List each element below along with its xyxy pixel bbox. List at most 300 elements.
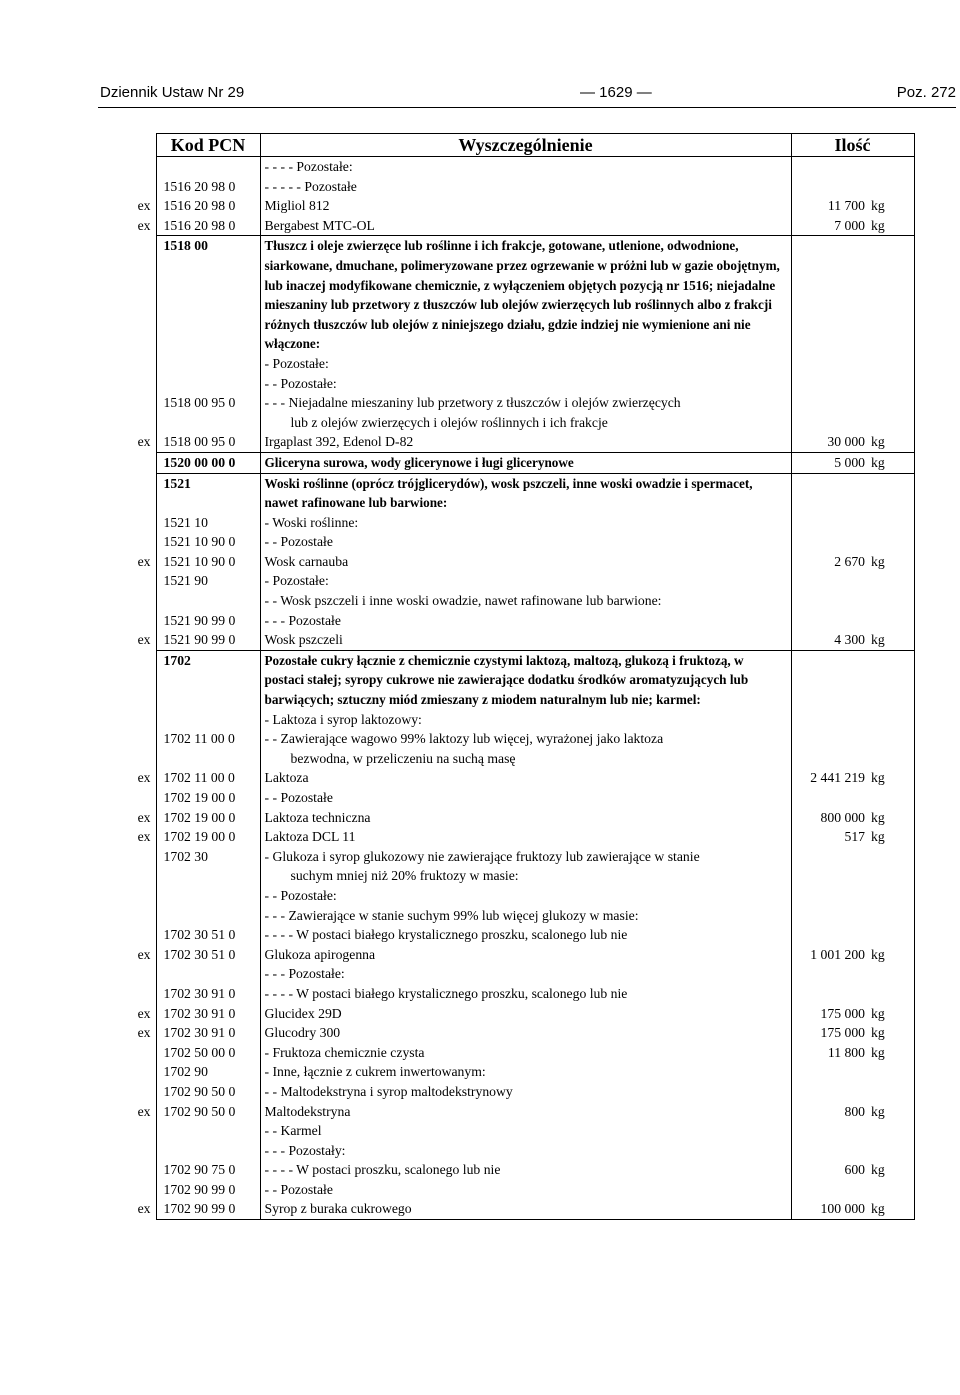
description <box>260 177 791 197</box>
description-text: - - - - W postaci białego krystalicznego proszku, scalonego lub nie <box>264 985 628 1001</box>
description <box>260 216 791 236</box>
description-text: - - Pozostałe: <box>264 375 337 391</box>
table-row <box>122 552 914 572</box>
quantity-unit <box>871 788 914 808</box>
quantity-value: 600 <box>844 1162 865 1178</box>
description-text: - Laktoza i syrop laktozowy: <box>264 711 422 727</box>
description-text: Woski roślinne (oprócz trójglicerydów), wosk pszczeli, inne woski owadzie i spermacet, nawet rafinowane lub barwione: <box>264 475 753 511</box>
ex-marker <box>122 984 156 1004</box>
pcn-code: 1521 90 <box>156 571 260 591</box>
ex-column-header <box>122 134 156 157</box>
code-column-header: Kod PCN <box>156 134 260 157</box>
description <box>260 393 791 432</box>
quantity-unit: kg <box>871 1160 914 1180</box>
quantity-value <box>791 906 871 926</box>
description-text: - - - Pozostałe: <box>264 966 345 982</box>
quantity-value <box>791 886 871 906</box>
quantity-unit <box>871 847 914 886</box>
description <box>260 1180 791 1200</box>
ex-marker: ex <box>137 434 151 450</box>
description-text: - - Zawierające wagowo 99% laktozy lub więcej, wyrażonej jako laktoza <box>264 731 664 747</box>
description-text: - - - - - Pozostałe <box>264 178 357 194</box>
table-row <box>122 473 914 513</box>
pcn-code: 1521 90 99 0 <box>156 611 260 631</box>
description-text: - Glukoza i syrop glukozowy nie zawierające fruktozy lub zawierające w stanie <box>264 848 700 864</box>
quantity-value: 100 000 <box>791 1199 871 1219</box>
description-text: - - Maltodekstryna i syrop maltodekstrynowy <box>264 1083 513 1099</box>
pcn-code: 1702 90 <box>156 1062 260 1082</box>
table-row <box>122 1043 914 1063</box>
description <box>260 808 791 828</box>
ex-marker <box>122 729 156 768</box>
quantity-value <box>791 650 871 709</box>
quantity-value <box>791 513 871 533</box>
table-row <box>122 630 914 650</box>
ex-marker: ex <box>137 553 151 569</box>
pcn-code: 1520 00 00 0 <box>156 452 260 473</box>
description <box>260 374 791 394</box>
pcn-code: 1521 90 99 0 <box>156 630 260 650</box>
ex-marker <box>122 1043 156 1063</box>
table-row <box>122 571 914 591</box>
ex-marker <box>122 374 156 394</box>
table-row <box>122 532 914 552</box>
quantity-value <box>791 925 871 945</box>
quantity-unit <box>871 1180 914 1200</box>
description <box>260 354 791 374</box>
description-text: Laktoza <box>264 770 309 786</box>
ex-marker <box>122 906 156 926</box>
ex-marker <box>122 591 156 611</box>
description-column-header: Wyszczególnienie <box>260 134 791 157</box>
quantity-unit <box>871 650 914 709</box>
description <box>260 630 791 650</box>
journal-title: Dziennik Ustaw Nr 29 <box>100 84 245 101</box>
pcn-code: 1702 90 99 0 <box>156 1199 260 1219</box>
ex-marker: ex <box>137 770 151 786</box>
quantity-unit: kg <box>871 945 914 965</box>
quantity-unit <box>871 886 914 906</box>
description <box>260 984 791 1004</box>
description-text: - - - Pozostałe <box>264 612 341 628</box>
description-text: Laktoza DCL 11 <box>264 829 356 845</box>
description <box>260 886 791 906</box>
table-row <box>122 1199 914 1219</box>
quantity-value <box>791 354 871 374</box>
pcn-code: 1518 00 95 0 <box>156 393 260 432</box>
quantity-unit: kg <box>871 216 914 236</box>
description-text: - Fruktoza chemicznie czysta <box>264 1044 425 1060</box>
table-row <box>122 452 914 473</box>
description <box>260 925 791 945</box>
pcn-code <box>156 710 260 730</box>
description <box>260 964 791 984</box>
table-row <box>122 1062 914 1082</box>
ex-marker <box>122 788 156 808</box>
ex-marker <box>122 1121 156 1141</box>
description <box>260 768 791 788</box>
quantity-value <box>791 177 871 197</box>
description-text: - - Pozostałe <box>264 790 333 805</box>
ex-marker <box>122 964 156 984</box>
quantity-unit: kg <box>871 1043 914 1063</box>
description <box>260 1102 791 1122</box>
quantity-unit: kg <box>871 630 914 650</box>
description-text: Gliceryna surowa, wody glicerynowe i ługi glicerynowe <box>264 454 574 470</box>
quantity-value <box>791 571 871 591</box>
pcn-code <box>156 591 260 611</box>
quantity-unit: kg <box>871 827 914 847</box>
quantity-unit <box>871 473 914 513</box>
table-row <box>122 847 914 886</box>
quantity-value <box>791 729 871 768</box>
pcn-code: 1521 <box>156 473 260 513</box>
quantity-value <box>791 532 871 552</box>
description-text: Wosk carnauba <box>264 553 349 569</box>
description-text: Maltodekstryna <box>264 1103 351 1119</box>
description-continuation: lub z olejów zwierzęcych i olejów roślinnych i ich frakcje <box>290 414 608 430</box>
quantity-unit: kg <box>871 808 914 828</box>
ex-marker: ex <box>137 217 151 233</box>
quantity-unit: kg <box>871 1023 914 1043</box>
pcn-code <box>156 1121 260 1141</box>
ex-marker <box>122 925 156 945</box>
table-row <box>122 710 914 730</box>
quantity-unit <box>871 925 914 945</box>
ex-marker <box>122 157 156 177</box>
quantity-value <box>791 964 871 984</box>
description <box>260 157 791 177</box>
quantity-unit: kg <box>871 452 914 473</box>
ex-marker <box>122 452 156 473</box>
ex-marker <box>122 513 156 533</box>
quantity-value: 7 000 <box>791 216 871 236</box>
description <box>260 196 791 216</box>
description <box>260 827 791 847</box>
quantity-value <box>791 1180 871 1200</box>
pcn-code: 1516 20 98 0 <box>156 196 260 216</box>
description-text: - - Pozostałe: <box>264 887 337 903</box>
description <box>260 611 791 631</box>
quantity-unit <box>871 1121 914 1141</box>
quantity-value <box>791 788 871 808</box>
quantity-unit: kg <box>871 196 914 216</box>
quantity-value: 800 000 <box>820 809 865 825</box>
description-text: Migliol 812 <box>264 198 330 214</box>
quantity-value: 175 000 <box>820 1005 865 1021</box>
quantity-unit <box>871 177 914 197</box>
ex-marker <box>122 354 156 374</box>
table-row <box>122 925 914 945</box>
pcn-code <box>156 964 260 984</box>
quantity-value <box>791 611 871 631</box>
description <box>260 1121 791 1141</box>
quantity-unit <box>871 729 914 768</box>
quantity-value <box>791 374 871 394</box>
quantity-value <box>791 473 871 513</box>
table-row <box>122 1160 914 1180</box>
quantity-unit <box>871 984 914 1004</box>
quantity-unit: kg <box>871 768 914 788</box>
ex-marker <box>122 1062 156 1082</box>
ex-marker <box>122 886 156 906</box>
quantity-value <box>791 157 871 177</box>
pcn-code: 1521 10 90 0 <box>156 532 260 552</box>
pcn-code: 1702 19 00 0 <box>156 808 260 828</box>
description <box>260 1199 791 1219</box>
table-row <box>122 1023 914 1043</box>
quantity-unit <box>871 906 914 926</box>
pcn-code: 1521 10 90 0 <box>156 552 260 572</box>
description-text: Wosk pszczeli <box>264 632 343 648</box>
description-text: - - - - Pozostałe: <box>264 159 353 174</box>
quantity-value: 2 670 <box>834 553 865 569</box>
table-row <box>122 1141 914 1161</box>
quantity-unit <box>871 591 914 611</box>
table-row <box>122 196 914 216</box>
quantity-value <box>791 393 871 432</box>
description-text: - - Pozostałe <box>264 534 333 550</box>
description <box>260 1160 791 1180</box>
quantity-value <box>791 1082 871 1102</box>
ex-marker <box>122 473 156 513</box>
pcn-code: 1702 90 99 0 <box>156 1180 260 1200</box>
ex-marker: ex <box>137 1103 151 1119</box>
table-row <box>122 768 914 788</box>
pcn-code: 1702 30 <box>156 847 260 886</box>
table-row <box>122 1004 914 1024</box>
quantity-unit: kg <box>871 432 914 452</box>
ex-marker: ex <box>137 1025 151 1041</box>
description-text: - - - Zawierające w stanie suchym 99% lub więcej glukozy w masie: <box>264 907 639 923</box>
quantity-value: 175 000 <box>820 1025 865 1041</box>
quantity-value: 5 000 <box>791 452 871 473</box>
table-row <box>122 650 914 709</box>
description-text: - - - Niejadalne mieszaniny lub przetwory z tłuszczów i olejów zwierzęcych <box>264 395 681 411</box>
table-row <box>122 393 914 432</box>
description <box>260 1062 791 1082</box>
pcn-code: 1702 11 00 0 <box>156 729 260 768</box>
description <box>260 236 791 354</box>
pcn-code: 1702 30 51 0 <box>156 945 260 965</box>
pcn-code: 1702 30 91 0 <box>156 1004 260 1024</box>
description <box>260 532 791 552</box>
pcn-code: 1702 19 00 0 <box>156 827 260 847</box>
quantity-value <box>791 1141 871 1161</box>
description-continuation: suchym mniej niż 20% fruktozy w masie: <box>290 868 519 884</box>
pcn-code: 1702 19 00 0 <box>156 788 260 808</box>
ex-marker <box>122 847 156 886</box>
quantity-unit <box>871 710 914 730</box>
pcn-code: 1518 00 95 0 <box>156 432 260 452</box>
quantity-unit: kg <box>871 1199 914 1219</box>
quantity-value: 4 300 <box>791 630 871 650</box>
description-text: Pozostałe cukry łącznie z chemicznie czystymi laktozą, maltozą, glukozą i fruktozą, w postaci stałej; syropy cukrowe nie zawierające dodatku środków aromatyzujących lub barwiących; sztuczny miód zmieszany z miodem naturalnym lub nie; karmel: <box>264 652 749 708</box>
quantity-value: 800 <box>844 1103 865 1119</box>
ex-marker <box>122 1082 156 1102</box>
quantity-value: 2 441 219 <box>810 770 865 786</box>
ex-marker: ex <box>137 946 151 962</box>
quantity-unit <box>871 393 914 432</box>
quantity-unit: kg <box>871 552 914 572</box>
pcn-code: 1521 10 <box>156 513 260 533</box>
description <box>260 847 791 886</box>
pcn-table <box>122 133 915 1220</box>
ex-marker <box>122 532 156 552</box>
quantity-unit <box>871 1062 914 1082</box>
quantity-unit <box>871 157 914 177</box>
ex-marker: ex <box>137 829 151 845</box>
quantity-value <box>791 847 871 886</box>
description-text: - - - Pozostały: <box>264 1142 346 1158</box>
pcn-code: 1702 30 91 0 <box>156 984 260 1004</box>
table-row <box>122 964 914 984</box>
table-row <box>122 513 914 533</box>
description-text: - - - - W postaci białego krystalicznego proszku, scalonego lub nie <box>264 927 628 943</box>
description <box>260 591 791 611</box>
pcn-code: 1702 <box>156 650 260 709</box>
description-text: Glucodry 300 <box>264 1025 341 1041</box>
quantity-unit: kg <box>871 1102 914 1122</box>
description-text: Glukoza apirogenna <box>264 946 376 962</box>
description-text: Bergabest MTC-OL <box>264 217 375 233</box>
description-text: Glucidex 29D <box>264 1005 342 1021</box>
quantity-value: 11 800 <box>827 1044 865 1060</box>
description-text: - Inne, łącznie z cukrem inwertowanym: <box>264 1064 486 1080</box>
quantity-value <box>791 1062 871 1082</box>
table-row <box>122 906 914 926</box>
ex-marker <box>122 1160 156 1180</box>
table-row <box>122 788 914 808</box>
quantity-value: 1 001 200 <box>810 946 865 962</box>
description-text: - Pozostałe: <box>264 355 329 371</box>
table-row <box>122 1121 914 1141</box>
pcn-code: 1702 50 00 0 <box>156 1043 260 1063</box>
ex-marker <box>122 650 156 709</box>
pcn-code: 1702 30 91 0 <box>156 1023 260 1043</box>
ex-marker <box>122 1180 156 1200</box>
table-row <box>122 729 914 768</box>
quantity-value: 30 000 <box>791 432 871 452</box>
ex-marker <box>122 710 156 730</box>
pcn-code: 1518 00 <box>156 236 260 354</box>
quantity-unit <box>871 1141 914 1161</box>
table-row <box>122 1180 914 1200</box>
table-row <box>122 354 914 374</box>
table-row <box>122 808 914 828</box>
description <box>260 1023 791 1043</box>
quantity-value <box>791 710 871 730</box>
ex-marker: ex <box>137 809 151 825</box>
header-rule <box>98 107 956 108</box>
pcn-code: 1702 11 00 0 <box>156 768 260 788</box>
ex-marker: ex <box>137 1201 151 1217</box>
quantity-value <box>791 984 871 1004</box>
description <box>260 788 791 808</box>
table-row <box>122 216 914 236</box>
pcn-code: 1702 90 50 0 <box>156 1102 260 1122</box>
position-number: Poz. 272 <box>896 84 956 101</box>
quantity-value: 11 700 <box>827 198 865 214</box>
description <box>260 513 791 533</box>
page-number: — 1629 — <box>580 84 652 101</box>
quantity-unit <box>871 374 914 394</box>
description <box>260 945 791 965</box>
table-row <box>122 591 914 611</box>
description <box>260 906 791 926</box>
table-body <box>122 157 914 1220</box>
table-row <box>122 177 914 197</box>
quantity-value <box>791 1121 871 1141</box>
ex-marker <box>122 611 156 631</box>
description-text: - Pozostałe: <box>264 573 329 589</box>
pcn-code <box>156 354 260 374</box>
description <box>260 710 791 730</box>
quantity-value <box>791 591 871 611</box>
pcn-code: 1702 30 51 0 <box>156 925 260 945</box>
description-text: - - - - W postaci proszku, scalonego lub nie <box>264 1162 501 1178</box>
quantity-unit <box>871 236 914 354</box>
description-text: - - Karmel <box>264 1123 322 1139</box>
description <box>260 571 791 591</box>
table-row <box>122 157 914 177</box>
description-continuation: bezwodna, w przeliczeniu na suchą masę <box>290 750 516 766</box>
description-text: Syrop z buraka cukrowego <box>264 1201 412 1217</box>
description <box>260 1082 791 1102</box>
quantity-value: 517 <box>844 829 865 845</box>
table-row <box>122 827 914 847</box>
description-text: Laktoza techniczna <box>264 809 371 825</box>
pcn-code: 1516 20 98 0 <box>156 177 260 197</box>
description <box>260 1141 791 1161</box>
table-row <box>122 432 914 452</box>
quantity-value <box>791 236 871 354</box>
description <box>260 452 791 473</box>
ex-marker: ex <box>137 1005 151 1021</box>
quantity-unit: kg <box>871 1004 914 1024</box>
description <box>260 1004 791 1024</box>
ex-marker <box>122 236 156 354</box>
table-row <box>122 984 914 1004</box>
description <box>260 473 791 513</box>
quantity-unit <box>871 571 914 591</box>
table-header-row <box>122 134 914 157</box>
quantity-unit <box>871 611 914 631</box>
ex-marker <box>122 1141 156 1161</box>
ex-marker <box>122 393 156 432</box>
table-row <box>122 945 914 965</box>
quantity-unit <box>871 354 914 374</box>
ex-marker: ex <box>137 632 151 648</box>
pcn-code <box>156 886 260 906</box>
description <box>260 729 791 768</box>
pcn-code: 1702 90 50 0 <box>156 1082 260 1102</box>
quantity-unit <box>871 964 914 984</box>
pcn-code <box>156 374 260 394</box>
page-header <box>100 84 956 106</box>
quantity-unit <box>871 513 914 533</box>
table-row <box>122 236 914 354</box>
description <box>260 1043 791 1063</box>
quantity-unit <box>871 1082 914 1102</box>
table-row <box>122 611 914 631</box>
pcn-code <box>156 906 260 926</box>
quantity-column-header: Ilość <box>791 134 914 157</box>
description <box>260 650 791 709</box>
description <box>260 552 791 572</box>
table-row <box>122 886 914 906</box>
table-row <box>122 1102 914 1122</box>
